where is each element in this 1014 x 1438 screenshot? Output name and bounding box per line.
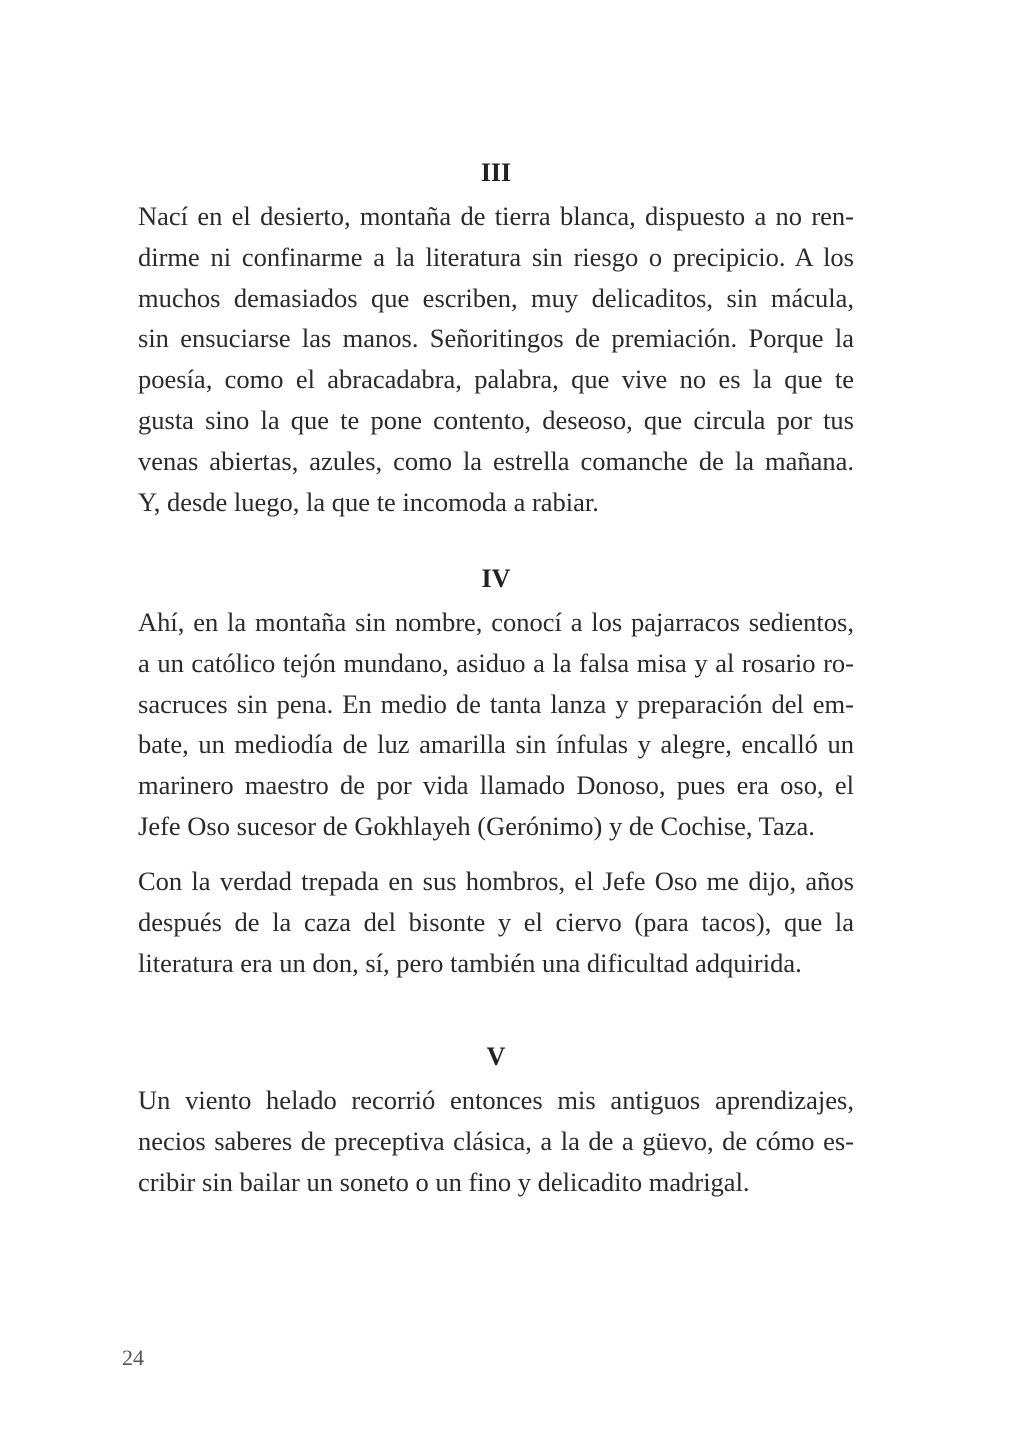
text-line: marinero maestro de por vida llamado Donoso, pues era oso, el — [138, 770, 854, 801]
section-iv-paragraph-1 — [138, 602, 854, 847]
text-line: Y, desde luego, la que te incomoda a rabiar. — [138, 486, 599, 517]
text-line: Jefe Oso sucesor de Gokhlayeh (Gerónimo) y de Cochise, Taza. — [138, 810, 815, 841]
text-line: poesía, como el abracadabra, palabra, que vive no es la que te — [138, 364, 854, 395]
text-line: necios saberes de preceptiva clásica, a la de a güevo, de cómo es- — [138, 1125, 854, 1156]
section-iii-paragraph-1 — [138, 196, 854, 522]
section-v-paragraph-1 — [138, 1080, 854, 1202]
text-line: bate, un mediodía de luz amarilla sin ínfulas y alegre, encalló un — [138, 729, 854, 760]
text-line: sin ensuciarse las manos. Señoritingos de premiación. Porque la — [138, 323, 854, 354]
text-line: Nací en el desierto, montaña de tierra blanca, dispuesto a no ren- — [138, 201, 854, 231]
page-number: 24 — [122, 1345, 144, 1370]
text-line: venas abiertas, azules, como la estrella comanche de la mañana. — [138, 445, 854, 476]
text-line: literatura era un don, sí, pero también una dificultad adquirida. — [138, 947, 802, 978]
text-line: a un católico tejón mundano, asiduo a la falsa misa y al rosario ro- — [138, 647, 854, 678]
text-line: cribir sin bailar un soneto o un fino y delicadito madrigal. — [138, 1166, 750, 1197]
text-line: sacruces sin pena. En medio de tanta lanza y preparación del em- — [138, 688, 854, 719]
section-heading-v: V — [486, 1042, 506, 1071]
text-line: muchos demasiados que escriben, muy delicaditos, sin mácula, — [138, 282, 854, 313]
section-heading-iii: III — [480, 158, 512, 187]
section-iv-paragraph-2 — [138, 861, 854, 983]
text-line: dirme ni confinarme a la literatura sin riesgo o precipicio. A los — [138, 241, 854, 272]
text-line: Un viento helado recorrió entonces mis antiguos aprendizajes, — [138, 1085, 854, 1115]
text-line: Con la verdad trepada en sus hombros, el Jefe Oso me dijo, años — [138, 866, 854, 896]
section-heading-iv: IV — [481, 564, 511, 593]
text-line: gusta sino la que te pone contento, deseoso, que circula por tus — [138, 404, 854, 435]
text-line: después de la caza del bisonte y el ciervo (para tacos), que la — [138, 906, 854, 937]
text-line: Ahí, en la montaña sin nombre, conocí a los pajarracos sedientos, — [138, 607, 854, 637]
